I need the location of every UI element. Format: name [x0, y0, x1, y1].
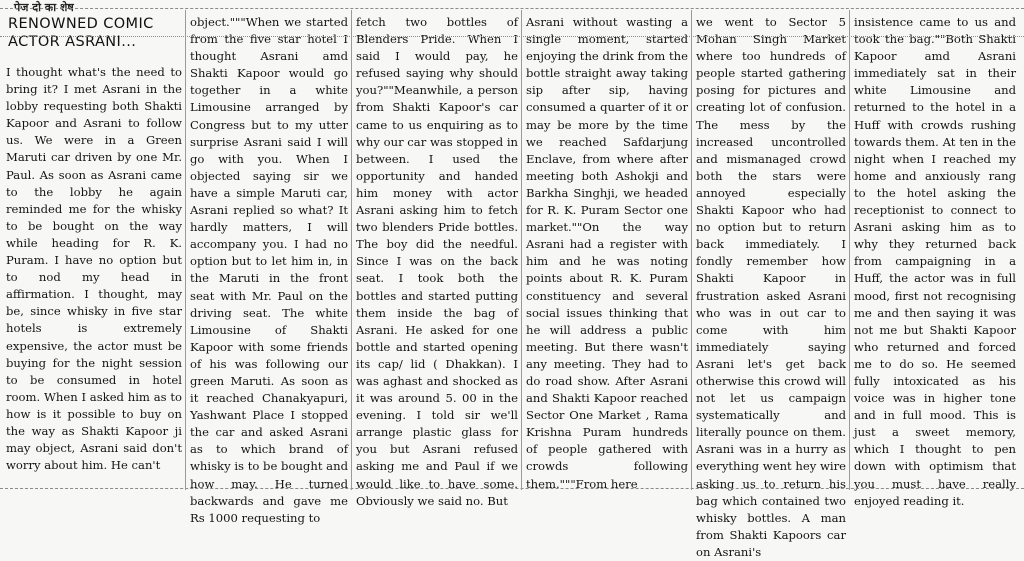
top-dashed-rule [0, 8, 1024, 9]
headline: RENOWNED COMIC ACTOR ASRANI... [8, 16, 154, 50]
column-text: object."""When we started from the five star hotel I thought Asrani amd Shakti Kapoor would go together in a white Limousine arranged by Congress but to my utter surprise Asrani said I will go with you. When I objected saying sir we have a simple Maruti car, Asrani replied so what? It hardly matters, I will accompany you. I had no option but to let him in, in the Maruti in the front seat with Mr. Paul on the driving seat. The white Limousine of Shakti Kapoor with some friends of his was following our green Maruti. As soon as it reached Chanakyapuri, Yashwant Place I stopped the car and asked Asrani as to which brand of whisky is to be bought and how may. He turned backwards and gave me Rs 1000 requesting to [190, 15, 348, 525]
column-divider [691, 10, 692, 490]
continued-label: पेज दो का शेष [14, 1, 74, 14]
article-header [6, 0, 184, 62]
article-column-2 [190, 14, 348, 525]
article-column-4 [526, 14, 688, 491]
column-text: we went to Sector 5 Mohan Singh Market where too hundreds of people started gathering posing for pictures and creating lot of confusion. The mess by the increased uncontrolled and mismanaged crowd both the stars were annoyed especially Shakti Kapoor who had no option but to return back immediately. I fondly remember how Shakti Kapoor in frustration asked Asrani who was in out car to come with him immediately saying Asrani let's get back otherwise this crowd will not let us campaign systematically and literally pounce on them. Asrani was in a hurry as everything went hey wire asking us to return his bag which contained two whisky bottles. A man from Shakti Kapoors car on Asrani's [696, 15, 846, 559]
column-divider [351, 10, 352, 490]
article-column-5 [696, 14, 846, 559]
column-text: insistence came to us and took the bag.""Both Shakti Kapoor amd Asrani immediately sat in their white Limousine and returned to the hotel in a Huff with crowds rushing towards them. At ten in the night when I reached my home and anxiously rang to the hotel asking the receptionist to connect to Asrani asking him as to why they returned back from campaigning in a Huff, the actor was in full mood, first not recognising me and then saying it was not me but Shakti Kapoor who returned and forced me to do so. He seemed fully intoxicated as his voice was in higher tone and in full mood. This is just a sweet memory, which I thought to pen down with optimism that you must have really enjoyed reading it. [854, 15, 1016, 508]
column-text: Asrani without wasting a single moment, started enjoying the drink from the bottle straight away taking sip after sip, having consumed a quarter of it or may be more by the time we reached Safdarjung Enclave, from where after meeting both Ashokji and Barkha Singhji, we headed for R. K. Puram Sector one market.""On the way Asrani had a register with him and he was noting points about R. K. Puram constituency and several social issues thinking that he will address a public meeting. But there wasn't any meeting. They had to do road show. After Asrani and Shakti Kapoor reached Sector One Market , Rama Krishna Puram hundreds of people gathered with crowds following them."""From here [526, 15, 688, 491]
article-column-3 [356, 14, 518, 508]
guide-rule [0, 36, 1024, 37]
article-column-1 [6, 64, 182, 488]
column-divider [185, 10, 186, 490]
column-text: fetch two bottles of Blenders Pride. When I said I would pay, he refused saying why should you?""Meanwhile, a person from Shakti Kapoor's car came to us enquiring as to why our car was stopped in between. I used the opportunity and handed him money with actor Asrani asking him to fetch two blenders Pride bottles. The boy did the needful. Since I was on the back seat. I took both the bottles and started putting them inside the bag of Asrani. He asked for one bottle and started opening its cap/ lid ( Dhakkan). I was aghast and shocked as it was around 5. 00 in the evening. I told sir we'll arrange plastic glass for you but Asrani refused asking me and Paul if we would like to have some. Obviously we said no. But [356, 15, 518, 508]
bottom-dashed-rule [0, 488, 1024, 489]
column-divider [521, 10, 522, 490]
column-divider [849, 10, 850, 490]
article-column-6 [854, 14, 1016, 508]
column-text: I thought what's the need to bring it? I met Asrani in the lobby requesting both Shakti Kapoor and Asrani to follow us. We were in a Green Maruti car driven by one Mr. Paul. As soon as Asrani came to the lobby he again reminded me for the whisky to be bought on the way while heading for R. K. Puram. I have no option but to nod my head in affirmation. I thought, may be, since whisky in five star hotels is extremely expensive, the actor must be buying for the night session to be consumed in hotel room. When I asked him as to how is it possible to buy on the way as Shakti Kapoor ji may object, Asrani said don't worry about him. He can't [6, 65, 182, 473]
